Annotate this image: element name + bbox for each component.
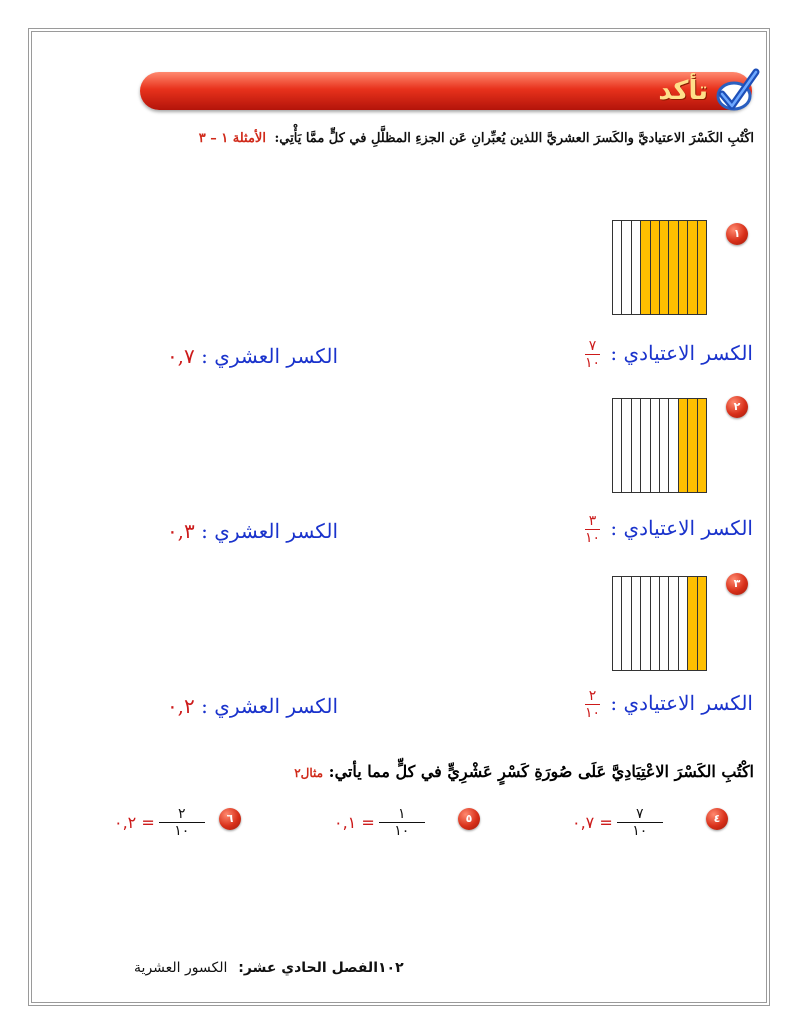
instruction-2-text: اكْتُبِ الكَسْرَ الاعْتِيَادِيَّ عَلَى صُورَةِ كَسْرٍ عَشْرِيٍّ في كلٍّ مما يأتي:: [328, 762, 754, 781]
numerator: ٢: [159, 806, 205, 823]
fraction-strip: [688, 221, 697, 314]
fraction-strip: [669, 399, 678, 492]
exercise-3-number: ٣: [726, 573, 748, 595]
check-mark-icon: [712, 66, 762, 116]
conversion-6-fraction: [159, 806, 205, 839]
exercise-3-fraction-value: [585, 688, 600, 721]
conversion-4: [572, 806, 667, 839]
exercise-2-fraction-value: [585, 513, 600, 546]
fraction-strip: [622, 221, 631, 314]
conversion-5-answer: ٠,١ =: [334, 813, 375, 832]
numerator: ٢: [585, 688, 600, 705]
instruction-1: [199, 131, 754, 146]
fraction-strip: [641, 221, 650, 314]
denominator: ١٠: [584, 530, 600, 546]
exercise-1-decimal-label: الكسر العشري :: [201, 344, 338, 368]
instruction-2: [294, 762, 754, 781]
numerator: ٧: [617, 806, 663, 823]
exercise-2-grid: [612, 398, 707, 493]
exercise-1-fraction-label: الكسر الاعتيادي :: [610, 341, 753, 365]
fraction-strip: [613, 399, 622, 492]
fraction-strip: [660, 577, 669, 670]
exercise-1-number: ١: [726, 223, 748, 245]
denominator: ١٠: [584, 355, 600, 371]
fraction-strip: [622, 577, 631, 670]
fraction-strip: [613, 577, 622, 670]
page-number: ١٠٢: [378, 960, 404, 976]
exercise-3-grid: [612, 576, 707, 671]
conversion-6-answer: ٠,٢ =: [114, 813, 155, 832]
exercise-1-fraction-value: [585, 338, 600, 371]
fraction-strip: [669, 221, 678, 314]
footer-chapter: [134, 960, 378, 976]
conversion-5-fraction: [379, 806, 425, 839]
header-title: تأكد: [658, 76, 708, 106]
exercise-3-decimal-value: ٠,٢: [166, 694, 195, 718]
fraction-strip: [613, 221, 622, 314]
instruction-1-ref: الأمثلة ١ – ٣: [198, 131, 266, 146]
fraction-strip: [698, 399, 706, 492]
fraction-strip: [688, 399, 697, 492]
exercise-3-fraction-label: الكسر الاعتيادي :: [610, 691, 753, 715]
numerator: ٣: [585, 513, 600, 530]
numerator: ١: [379, 806, 425, 823]
denominator: ١٠: [632, 823, 648, 839]
exercise-1-fraction: [581, 338, 753, 371]
fraction-strip: [660, 221, 669, 314]
conversion-5: [334, 806, 429, 839]
fraction-strip: [632, 221, 641, 314]
exercise-2-decimal: [167, 519, 338, 543]
fraction-strip: [632, 399, 641, 492]
exercise-3-decimal-label: الكسر العشري :: [201, 694, 338, 718]
exercise-2-number: ٢: [726, 396, 748, 418]
fraction-strip: [641, 577, 650, 670]
fraction-strip: [622, 399, 631, 492]
fraction-strip: [660, 399, 669, 492]
denominator: ١٠: [174, 823, 190, 839]
fraction-strip: [688, 577, 697, 670]
fraction-strip: [679, 221, 688, 314]
conversion-4-fraction: [617, 806, 663, 839]
exercise-2-fraction: [581, 513, 753, 546]
exercise-3-decimal: [167, 694, 338, 718]
exercise-2-fraction-label: الكسر الاعتيادي :: [610, 516, 753, 540]
footer-chapter-label: الفصل الحادي عشر:: [238, 960, 378, 976]
fraction-strip: [679, 577, 688, 670]
footer-topic: الكسور العشرية: [134, 960, 228, 976]
fraction-strip: [679, 399, 688, 492]
exercise-1-decimal-value: ٠,٧: [166, 344, 195, 368]
exercise-1-grid: [612, 220, 707, 315]
exercise-2-decimal-value: ٠,٣: [166, 519, 195, 543]
fraction-strip: [651, 399, 660, 492]
exercise-1-decimal: [167, 344, 338, 368]
fraction-strip: [641, 399, 650, 492]
numerator: ٧: [585, 338, 600, 355]
denominator: ١٠: [394, 823, 410, 839]
fraction-strip: [632, 577, 641, 670]
conversion-6-number: ٦: [219, 808, 241, 830]
fraction-strip: [698, 221, 706, 314]
conversion-4-answer: ٠,٧ =: [572, 813, 613, 832]
instruction-2-ref: مثال٢: [294, 766, 324, 780]
exercise-3-fraction: [581, 688, 753, 721]
exercise-2-decimal-label: الكسر العشري :: [201, 519, 338, 543]
fraction-strip: [651, 577, 660, 670]
conversion-5-number: ٥: [458, 808, 480, 830]
denominator: ١٠: [584, 705, 600, 721]
fraction-strip: [669, 577, 678, 670]
conversion-4-number: ٤: [706, 808, 728, 830]
conversion-6: [114, 806, 209, 839]
fraction-strip: [651, 221, 660, 314]
fraction-strip: [698, 577, 706, 670]
instruction-1-text: اكْتُبِ الكَسْرَ الاعتياديَّ والكَسرَ العشريَّ اللذين يُعبِّرانِ عَن الجزءِ المظلَّلِ في كلٍّ ممَّا يَأْتِي:: [274, 131, 754, 146]
